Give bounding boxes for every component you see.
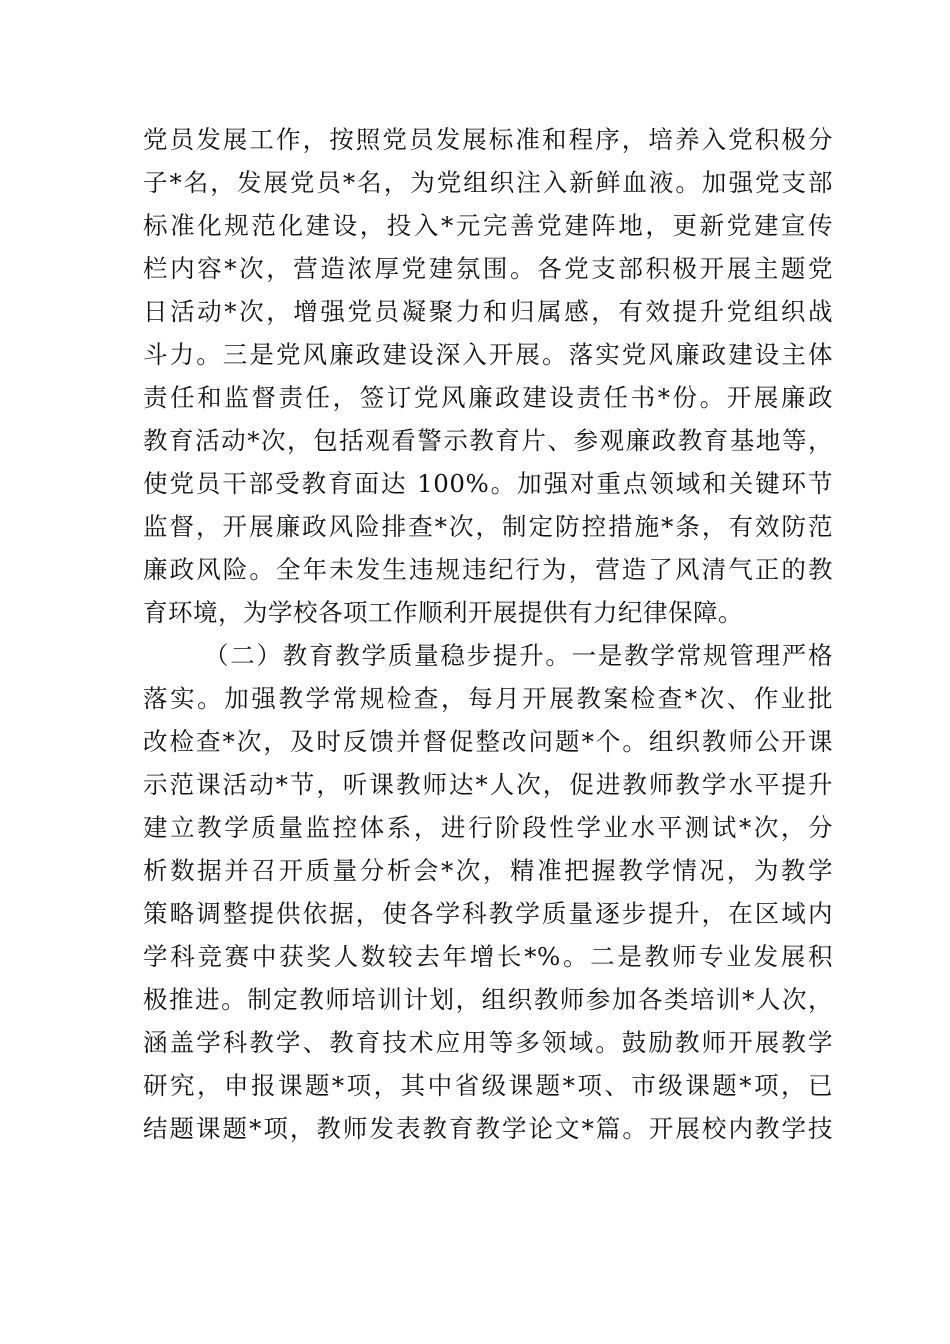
text-line: 子*名，发展党员*名，为党组织注入新鲜血液。加强党支部 bbox=[143, 168, 833, 197]
text-line: 监督，开展廉政风险排查*次，制定防控措施*条，有效防范 bbox=[143, 512, 833, 541]
text-line: 教育活动*次，包括观看警示教育片、参观廉政教育基地等， bbox=[143, 426, 833, 455]
text-line: 栏内容*次，营造浓厚党建氛围。各党支部积极开展主题党 bbox=[143, 254, 833, 283]
text-line: 建立教学质量监控体系，进行阶段性学业水平测试*次，分 bbox=[143, 813, 833, 842]
text-line: 研究，申报课题*项，其中省级课题*项、市级课题*项，已 bbox=[143, 1071, 833, 1100]
text-line: 落实。加强教学常规检查，每月开展教案检查*次、作业批 bbox=[143, 684, 833, 713]
text-line: 涵盖学科教学、教育技术应用等多领域。鼓励教师开展教学 bbox=[143, 1028, 833, 1057]
text-line: 学科竞赛中获奖人数较去年增长*%。二是教师专业发展积 bbox=[143, 942, 833, 971]
text-line: 标准化规范化建设，投入*元完善党建阵地，更新党建宣传 bbox=[143, 211, 833, 240]
text-line: 责任和监督责任，签订党风廉政建设责任书*份。开展廉政 bbox=[143, 383, 833, 412]
text-line: 党员发展工作，按照党员发展标准和程序，培养入党积极分 bbox=[143, 125, 833, 154]
text-line: 结题课题*项，教师发表教育教学论文*篇。开展校内教学技 bbox=[143, 1114, 833, 1143]
text-line: 日活动*次，增强党员凝聚力和归属感，有效提升党组织战 bbox=[143, 297, 833, 326]
text-line: 廉政风险。全年未发生违规违纪行为，营造了风清气正的教 bbox=[143, 555, 833, 584]
text-line: 改检查*次，及时反馈并督促整改问题*个。组织教师公开课 bbox=[143, 727, 833, 756]
text-line: 示范课活动*节，听课教师达*人次，促进教师教学水平提升 bbox=[143, 770, 833, 799]
text-line: 使党员干部受教育面达 100%。加强对重点领域和关键环节 bbox=[143, 469, 833, 498]
text-line: 极推进。制定教师培训计划，组织教师参加各类培训*人次， bbox=[143, 985, 833, 1014]
text-line: 策略调整提供依据，使各学科教学质量逐步提升，在区域内 bbox=[143, 899, 833, 928]
text-line: 析数据并召开质量分析会*次，精准把握教学情况，为教学 bbox=[143, 856, 833, 885]
section-heading-line: （二）教育教学质量稳步提升。一是教学常规管理严格 bbox=[204, 641, 833, 670]
paragraph-last-line: 育环境，为学校各项工作顺利开展提供有力纪律保障。 bbox=[143, 598, 743, 627]
text-line: 斗力。三是党风廉政建设深入开展。落实党风廉政建设主体 bbox=[143, 340, 833, 369]
